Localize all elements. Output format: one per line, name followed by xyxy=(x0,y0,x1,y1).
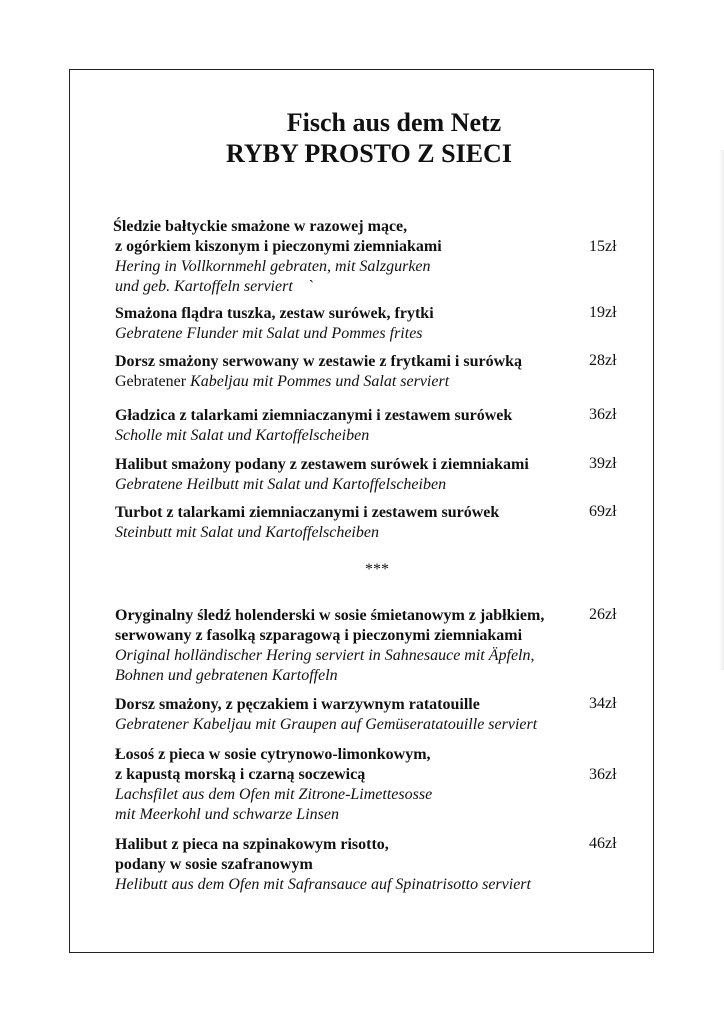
dish-description-de: Hering in Vollkornmehl gebraten, mit Salzgurken xyxy=(115,258,431,275)
dish-name-pl: Gładzica z talarkami ziemniaczanymi i zestawem surówek xyxy=(115,407,513,424)
menu-item-fried-halibut xyxy=(115,455,620,495)
menu-item-halibut-risotto xyxy=(115,835,620,895)
menu-item-price: 69zł xyxy=(589,503,617,520)
dish-description-de: Original holländischer Hering serviert in Sahnesauce mit Äpfeln, xyxy=(115,647,535,664)
dish-description-de-plain: Gebratener xyxy=(115,373,191,390)
menu-item-turbot xyxy=(115,503,620,543)
menu-item-baltic-herring xyxy=(113,217,618,297)
dish-description-de-line2: mit Meerkohl und schwarze Linsen xyxy=(115,806,339,823)
menu-item-plaice xyxy=(115,406,620,446)
menu-item-price: 36zł xyxy=(589,406,617,423)
dish-name-pl: Oryginalny śledź holenderski w sosie śmietanowym z jabłkiem, xyxy=(115,607,545,624)
dish-description-de-line2 xyxy=(113,277,618,297)
menu-item-dutch-herring xyxy=(115,606,620,686)
menu-item-price: 46zł xyxy=(589,835,617,852)
dish-name-pl: Halibut z pieca na szpinakowym risotto, xyxy=(115,836,389,853)
dish-name-pl: Smażona flądra tuszka, zestaw surówek, frytki xyxy=(115,305,434,322)
menu-item-price: 34zł xyxy=(589,695,617,712)
dish-name-pl: Halibut smażony podany z zestawem surówek i ziemniakami xyxy=(115,456,529,473)
dish-description-de: Lachsfilet aus dem Ofen mit Zitrone-Limettesosse xyxy=(115,786,433,803)
menu-item-price: 28zł xyxy=(589,352,617,369)
dish-name-pl-line2: serwowany z fasolką szparagową i pieczonymi ziemniakami xyxy=(115,627,523,644)
section-title-german: Fisch aus dem Netz xyxy=(286,108,502,137)
dish-name-pl-line2: z ogórkiem kiszonym i pieczonymi ziemniakami xyxy=(115,238,442,255)
menu-item-price: 19zł xyxy=(589,304,617,321)
dish-name-pl: Dorsz smażony serwowany w zestawie z frytkami i surówką xyxy=(115,353,523,370)
section-title-polish: RYBY PROSTO Z SIECI xyxy=(226,139,512,168)
dish-description-de: Gebratene Flunder mit Salat und Pommes frites xyxy=(115,325,423,342)
dish-name-pl: Dorsz smażony, z pęczakiem i warzywnym ratatouille xyxy=(115,696,480,713)
dish-description-de-italic: Kabeljau mit Pommes und Salat serviert xyxy=(190,373,450,390)
menu-item-price: 15zł xyxy=(589,238,617,255)
dish-name-pl-line2: z kapustą morską i czarną soczewicą xyxy=(115,766,366,783)
dish-description-de: Steinbutt mit Salat und Kartoffelscheiben xyxy=(115,524,379,541)
dish-description-de: Scholle mit Salat und Kartoffelscheiben xyxy=(115,427,370,444)
menu-item-flounder xyxy=(115,304,620,344)
menu-item-price: 36zł xyxy=(589,766,617,783)
menu-item-cod-ratatouille xyxy=(115,695,620,735)
dish-name-pl: Śledzie bałtyckie smażone w razowej mące, xyxy=(113,218,408,235)
dish-description-de: Helibutt aus dem Ofen mit Safransauce auf Spinatrisotto serviert xyxy=(115,876,531,893)
menu-item-salmon xyxy=(115,745,620,825)
section-separator: *** xyxy=(365,561,389,578)
dish-description-de: Gebratene Heilbutt mit Salat und Kartoffelscheiben xyxy=(115,476,447,493)
dish-description-de-line2: Bohnen und gebratenen Kartoffeln xyxy=(115,667,338,684)
dish-name-pl: Łosoś z pieca w sosie cytrynowo-limonkowym, xyxy=(115,746,431,763)
page-edge-shadow xyxy=(719,150,724,670)
dish-description-de: Gebratener Kabeljau mit Graupen auf Gemüseratatouille serviert xyxy=(115,716,538,733)
stray-mark: ` xyxy=(308,278,315,295)
menu-item-price: 26zł xyxy=(589,606,617,623)
menu-item-price: 39zł xyxy=(589,455,617,472)
dish-name-pl-line2: podany w sosie szafranowym xyxy=(115,856,313,873)
dish-description-de-text: und geb. Kartoffeln serviert xyxy=(115,278,293,295)
dish-description-de xyxy=(115,372,620,392)
dish-name-pl: Turbot z talarkami ziemniaczanymi i zestawem surówek xyxy=(115,504,500,521)
menu-item-cod-fries xyxy=(115,352,620,392)
